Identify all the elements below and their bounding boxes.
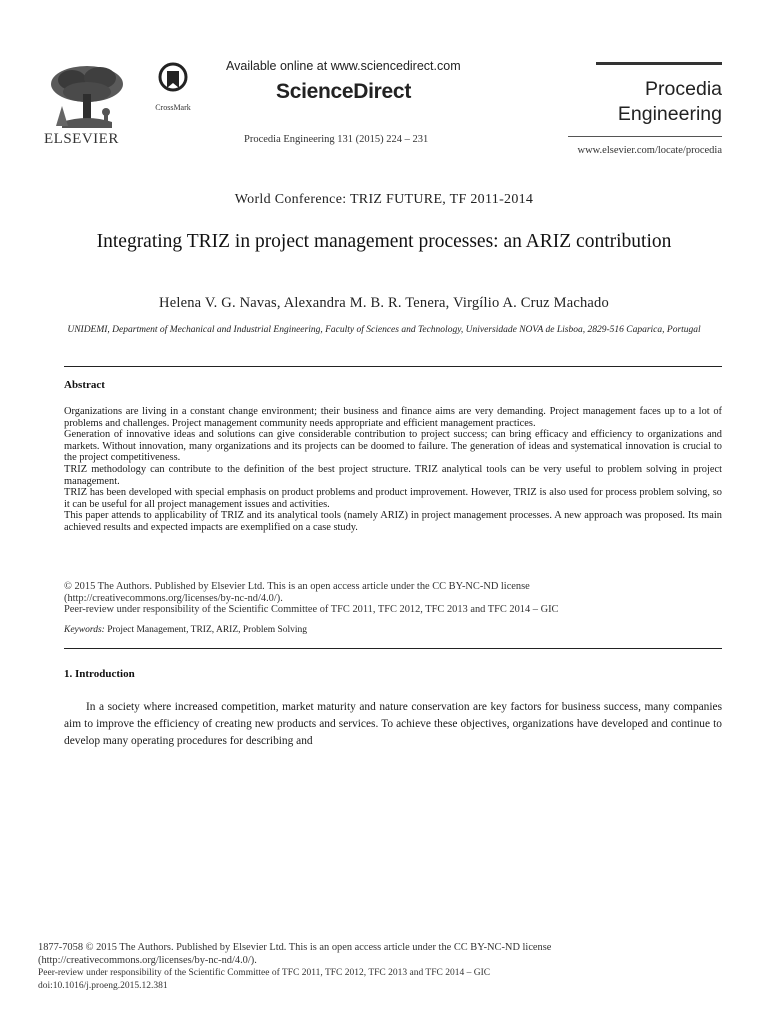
- keywords-label: Keywords:: [64, 625, 105, 635]
- journal-box-bottom-rule: [568, 136, 722, 137]
- abstract-top-rule: [64, 366, 722, 367]
- crossmark-badge[interactable]: [150, 62, 196, 112]
- journal-title-line2: Engineering: [617, 103, 722, 125]
- sciencedirect-brand[interactable]: ScienceDirect: [276, 80, 412, 103]
- publisher-name: ELSEVIER: [44, 131, 119, 147]
- paper-title: Integrating TRIZ in project management processes: an ARIZ contribution: [96, 231, 672, 252]
- footer-notes: [38, 942, 738, 992]
- abstract-bottom-rule: [64, 648, 722, 649]
- keywords-line: [64, 625, 307, 635]
- footer-doi[interactable]: doi:10.1016/j.proeng.2015.12.381: [38, 980, 168, 991]
- abstract-heading: Abstract: [64, 379, 105, 391]
- peer-review-statement: Peer-review under responsibility of the Scientific Committee of TFC 2011, TFC 2012, TFC 2013 and TFC 2014 – GIC: [64, 604, 559, 616]
- journal-citation: Procedia Engineering 131 (2015) 224 – 231: [244, 134, 429, 145]
- journal-url[interactable]: www.elsevier.com/locate/procedia: [577, 145, 722, 156]
- license-line: © 2015 The Authors. Published by Elsevier Ltd. This is an open access article under the CC BY-NC-ND license: [64, 581, 530, 592]
- license-link[interactable]: (http://creativecommons.org/licenses/by-nc-nd/4.0/).: [64, 592, 283, 604]
- keywords-values: Project Management, TRIZ, ARIZ, Problem Solving: [107, 625, 308, 635]
- license-statement: [64, 581, 722, 616]
- abstract-paragraph: Organizations are living in a constant change environment; their business and finance aims are very demanding. Project management faces up to a lot of problems and challenges. Project management community needs appropriate and efficient management practices.: [64, 406, 722, 429]
- crossmark-icon: [158, 62, 188, 96]
- available-online-text: Available online at www.sciencedirect.com: [226, 59, 461, 73]
- journal-box-top-rule: [596, 62, 722, 65]
- footer-license-link[interactable]: (http://creativecommons.org/licenses/by-nc-nd/4.0/).: [38, 954, 257, 966]
- abstract-paragraph: This paper attends to applicability of TRIZ and its analytical tools (namely ARIZ) in project management processes. A new approach was proposed. Its main achieved results and expected impacts are exemplified on a case study.: [64, 510, 722, 533]
- section-heading-introduction: 1. Introduction: [64, 668, 135, 680]
- abstract-paragraph: TRIZ has been developed with special emphasis on product problems and product improvement. However, TRIZ is also used for process problem solving, so it can be useful for all project management issues and activities.: [64, 487, 722, 510]
- conference-name: World Conference: TRIZ FUTURE, TF 2011-2014: [234, 192, 534, 207]
- abstract-paragraph: Generation of innovative ideas and solutions can give considerable contribution to project success; can bring efficacy and efficiency to organizations and markets. Without innovation, many organizations and its projects can be doomed to failure. The generation of ideas and systematical innovation is crucial to the project competitiveness.: [64, 429, 722, 464]
- author-list: Helena V. G. Navas, Alexandra M. B. R. Tenera, Virgílio A. Cruz Machado: [159, 295, 609, 311]
- journal-title: [596, 77, 722, 127]
- footer-license-line: 1877-7058 © 2015 The Authors. Published by Elsevier Ltd. This is an open access article under the CC BY-NC-ND license: [38, 942, 552, 953]
- abstract-paragraph: TRIZ methodology can contribute to the definition of the best project structure. TRIZ analytical tools can be very useful to problem solving in project management.: [64, 463, 722, 487]
- introduction-paragraph: In a society where increased competition, market maturity and nature conservation are key factors for business success, many companies aim to improve the efficiency of creating new products and services. To achieve these objectives, organizations have developed and continue to develop many operating procedures for describing and: [64, 701, 722, 747]
- abstract-body: [64, 406, 722, 534]
- crossmark-label: CrossMark: [155, 103, 191, 112]
- elsevier-tree-logo: [42, 62, 132, 132]
- journal-title-line1: Procedia: [645, 78, 722, 100]
- author-affiliation: UNIDEMI, Department of Mechanical and Industrial Engineering, Faculty of Sciences and Technology, Universidade NOVA de Lisboa, 2829-516 Caparica, Portugal: [67, 325, 701, 335]
- footer-peer-review: Peer-review under responsibility of the Scientific Committee of TFC 2011, TFC 2012, TFC 2013 and TFC 2014 – GIC: [38, 968, 491, 979]
